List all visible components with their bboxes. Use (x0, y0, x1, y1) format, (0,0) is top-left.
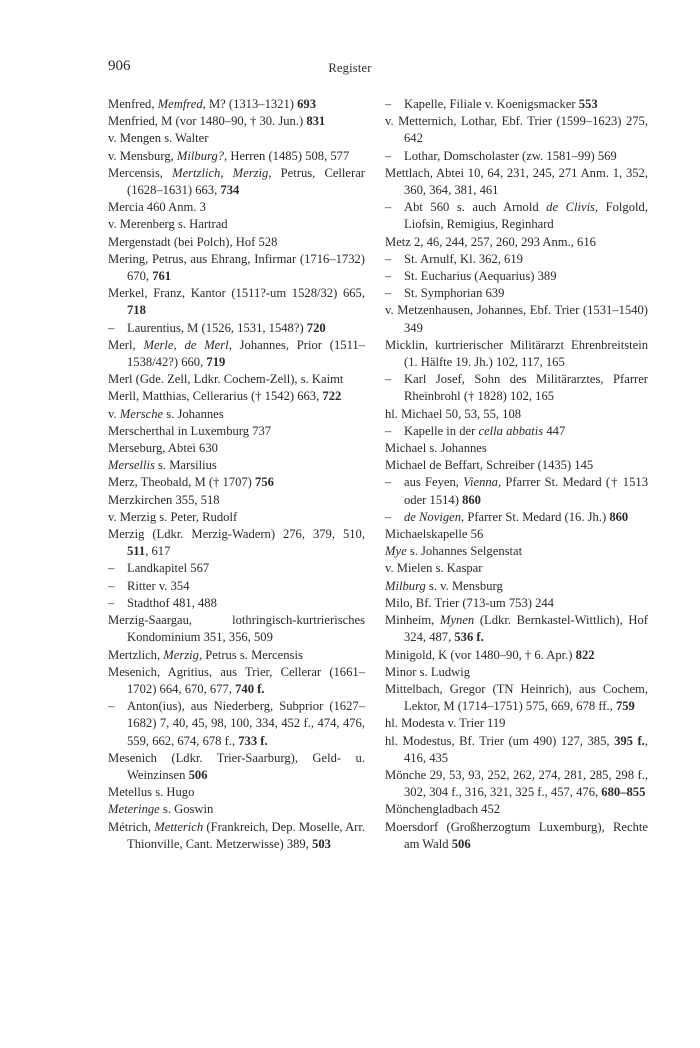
entry-text: , Johannes, Prior (1511–1538/42?) 660, (127, 337, 366, 370)
subentry-dash: – (385, 286, 392, 301)
entry-text: s. Johannes Selgenstat (406, 544, 523, 559)
entry-text: v. Mensburg, (108, 148, 177, 163)
index-entry (108, 113, 365, 130)
entry-text: , Herren (1485) 508, 577 (224, 148, 350, 163)
name-variant: de Clivis (546, 200, 595, 215)
entry-text: Merl (Gde. Zell, Ldkr. Cochem-Zell), s. Kaimt (108, 372, 344, 387)
index-subentry (385, 285, 648, 302)
entry-text: Merl, (108, 337, 144, 352)
name-variant: Mye (385, 544, 407, 559)
entry-text: Michael s. Johannes (385, 441, 487, 456)
entry-text: Menfred, (108, 97, 158, 111)
page-reference-main: 761 (152, 269, 172, 284)
index-subentry (108, 595, 365, 612)
page-reference-main: 756 (255, 475, 274, 490)
subentry-dash: – (385, 148, 392, 163)
subentry-dash: – (385, 423, 392, 438)
entry-text: Métrich, (108, 819, 155, 834)
index-entry (385, 302, 648, 336)
entry-text: Ritter v. 354 (127, 578, 190, 593)
index-entry (108, 199, 365, 216)
subentry-dash: – (385, 97, 392, 111)
entry-text: , 617 (145, 544, 171, 559)
index-entry (108, 423, 365, 440)
page-reference-main: 733 f. (238, 733, 268, 748)
index-entry (108, 388, 365, 405)
entry-text: , Petrus, Cellerar (1628–1631) 663, (127, 165, 365, 198)
entry-text: Michael de Beffart, Schreiber (1435) 145 (385, 458, 594, 473)
page-reference-main: 693 (297, 97, 316, 111)
entry-text: Merseburg, Abtei 630 (108, 441, 218, 456)
entry-text: Metellus s. Hugo (108, 785, 195, 800)
entry-text: Merzig (Ldkr. Merzig-Wadern) 276, 379, 510, (108, 527, 365, 542)
subentry-dash: – (385, 372, 392, 387)
entry-text: , Petrus s. Mercensis (198, 647, 303, 662)
page-reference-main: 506 (188, 767, 208, 782)
entry-text: hl. Michael 50, 53, 55, 108 (385, 406, 522, 421)
entry-text: hl. Modesta v. Trier 119 (385, 716, 506, 731)
index-entry (108, 801, 365, 818)
index-subentry (385, 199, 648, 233)
entry-text: v. (108, 406, 120, 421)
entry-text: Merll, Matthias, Cellerarius († 1542) 663, (108, 389, 323, 404)
subentry-dash: – (108, 561, 115, 576)
index-entry (108, 234, 365, 251)
index-entry (385, 234, 648, 251)
entry-text: Merscherthal in Luxemburg 737 (108, 423, 272, 438)
entry-text: Abt 560 s. auch Arnold (404, 200, 547, 215)
index-entry (108, 148, 365, 165)
entry-text: Stadthof 481, 488 (127, 595, 217, 610)
entry-text: Menfried, M (vor 1480–90, † 30. Jun.) (108, 114, 307, 129)
index-subentry (385, 509, 648, 526)
index-entry (108, 474, 365, 491)
index-subentry (108, 578, 365, 595)
entry-text: Karl Josef, Sohn des Militärarztes, Pfarrer Rheinbrohl († 1828) 102, 165 (404, 372, 648, 404)
page-reference-main: 536 f. (454, 630, 484, 645)
entry-text: Mönchengladbach 452 (385, 802, 501, 817)
index-entry (108, 819, 365, 853)
running-title: Register (328, 61, 372, 75)
index-entry (108, 647, 365, 664)
entry-text: Laurentius, M (1526, 1531, 1548?) (127, 320, 307, 335)
entry-text: Lothar, Domscholaster (zw. 1581–99) 569 (404, 148, 617, 163)
index-entry (108, 165, 365, 199)
page-reference-main: 860 (462, 492, 481, 507)
entry-text: v. Merzig s. Peter, Rudolf (108, 509, 238, 524)
entry-text: v. Metternich, Lothar, Ebf. Trier (1599–1623) 275, 642 (385, 114, 648, 146)
page-reference-main: 720 (306, 320, 326, 335)
name-variant: Merle, de Merl (143, 337, 229, 352)
entry-text: St. Eucharius (Aequarius) 389 (404, 269, 557, 284)
entry-text: s. v. Mensburg (425, 578, 503, 593)
entry-text: Minheim, (385, 613, 440, 628)
entry-text: Mertzlich, (108, 647, 164, 662)
page-reference-main: 822 (575, 647, 595, 662)
page-reference-main: 860 (609, 509, 629, 524)
subentry-dash: – (385, 475, 392, 490)
index-subentry (385, 371, 648, 405)
page-reference-main: 740 f. (235, 681, 265, 696)
index-entry (108, 96, 365, 113)
entry-text: aus Feyen, (404, 475, 464, 490)
index-entry (108, 251, 365, 285)
entry-text: Merkel, Franz, Kantor (1511?-um 1528/32) 665, (108, 286, 365, 301)
subentry-dash: – (108, 320, 115, 335)
entry-text: Mering, Petrus, aus Ehrang, Infirmar (1716–1732) 670, (108, 251, 365, 284)
entry-text: hl. Modestus, Bf. Trier (um 490) 127, 385, (385, 733, 615, 748)
entry-text: Mettlach, Abtei 10, 64, 231, 245, 271 Anm. 1, 352, 360, 364, 381, 461 (385, 165, 648, 198)
entry-text: St. Arnulf, Kl. 362, 619 (404, 251, 523, 266)
index-entry (108, 457, 365, 474)
name-variant: Meteringe (108, 802, 160, 817)
name-variant: Milburg? (176, 148, 225, 163)
entry-text: v. Mielen s. Kaspar (385, 561, 483, 576)
entry-text: M? (1313–1321) (205, 97, 298, 111)
name-variant: Memfred, (157, 97, 206, 111)
page-reference-main: 395 f. (614, 733, 645, 748)
index-entry (108, 406, 365, 423)
index-subentry (385, 148, 648, 165)
entry-text: Kapelle in der (404, 423, 479, 438)
index-entry (385, 733, 648, 767)
subentry-dash: – (108, 595, 115, 610)
entry-text: s. Marsilius (154, 458, 217, 473)
index-subentry (385, 423, 648, 440)
page-reference-main: 503 (312, 836, 331, 851)
index-entry (385, 681, 648, 715)
name-variant: Mynen (439, 613, 475, 628)
page-reference-main: 511 (127, 544, 146, 559)
entry-text: (Ldkr. Bernkastel-Wittlich), Hof 324, 487, (404, 613, 648, 645)
index-entry (385, 560, 648, 577)
index-entry (385, 406, 648, 423)
index-entry (385, 715, 648, 732)
index-entry (385, 595, 648, 612)
entry-text: Mercensis, (108, 165, 173, 180)
index-entry (385, 647, 648, 664)
page-reference-main: 719 (206, 355, 226, 370)
index-entry (108, 492, 365, 509)
index-subentry (108, 698, 365, 750)
name-variant: Mersche (119, 406, 164, 421)
index-entry (385, 819, 648, 853)
page-reference-main: 831 (306, 114, 326, 129)
name-variant: Merzig (163, 647, 199, 662)
index-column-left (108, 96, 365, 853)
index-entry (108, 784, 365, 801)
entry-text: s. Johannes (163, 406, 224, 421)
entry-text: Moersdorf (Großherzogtum Luxemburg), Rechte am Wald (385, 819, 648, 851)
index-entry (108, 509, 365, 526)
subentry-dash: – (108, 578, 115, 593)
index-entry (385, 337, 648, 371)
page-number: 906 (108, 58, 131, 74)
entry-text: , Pfarrer St. Medard (16. Jh.) (461, 509, 610, 524)
entry-text: s. Goswin (159, 802, 214, 817)
index-entry (108, 664, 365, 698)
page-reference-main: 734 (220, 183, 240, 198)
entry-text: Minor s. Ludwig (385, 664, 471, 679)
page-reference-main: 759 (615, 699, 635, 714)
name-variant: Mersellis (108, 458, 155, 473)
page-header (0, 0, 700, 90)
entry-text: 447 (543, 423, 566, 438)
name-variant: Milburg (385, 578, 426, 593)
entry-text: v. Metzenhausen, Johannes, Ebf. Trier (1531–1540) 349 (385, 303, 648, 335)
index-column-right (385, 96, 648, 853)
index-entry (108, 371, 365, 388)
index-entry (385, 440, 648, 457)
index-entry (385, 801, 648, 818)
entry-text: Landkapitel 567 (127, 561, 210, 576)
entry-text: v. Mengen s. Walter (108, 131, 209, 146)
index-entry (108, 337, 365, 371)
entry-text: (Frankreich, Dep. Moselle, Arr. Thionville, Cant. Metzerwisse) 389, (127, 819, 366, 851)
index-entry (385, 612, 648, 646)
entry-text: v. Merenberg s. Hartrad (108, 217, 228, 232)
index-subentry (385, 268, 648, 285)
index-entry (108, 130, 365, 147)
name-variant: Metterich (154, 819, 204, 834)
index-entry (385, 113, 648, 147)
index-entry (385, 578, 648, 595)
entry-text: Merzig-Saargau, lothringisch-kurtrierisches Kondominium 351, 356, 509 (108, 613, 365, 645)
entry-text: Michaelskapelle 56 (385, 527, 484, 542)
index-entry (108, 750, 365, 784)
name-variant: Mertzlich, Merzig (172, 165, 269, 180)
index-entry (108, 216, 365, 233)
index-entry (108, 285, 365, 319)
entry-text: Mesenich (Ldkr. Trier-Saarburg), Geld- u. Weinzinsen (108, 750, 365, 782)
index-entry (108, 612, 365, 646)
page-reference-main: 680–855 (601, 785, 646, 800)
entry-text: Mesenich, Agritius, aus Trier, Cellerar (1661–1702) 664, 670, 677, (108, 664, 365, 696)
subentry-dash: – (385, 269, 392, 284)
page-reference-main: 506 (451, 836, 471, 851)
name-variant: cella abbatis (478, 423, 544, 438)
index-subentry (385, 474, 648, 508)
entry-text: Kapelle, Filiale v. Koenigsmacker (404, 97, 579, 111)
entry-text: Mittelbach, Gregor (TN Heinrich), aus Cochem, Lektor, M (1714–1751) 575, 669, 678 ff., (385, 681, 648, 714)
entry-text: , Folgold, Liofsin, Remigius, Reginhard (404, 200, 648, 232)
name-variant: de Novigen (404, 509, 462, 524)
entry-text: , 416, 435 (404, 733, 648, 765)
entry-text: Merzkirchen 355, 518 (108, 492, 220, 507)
index-entry (385, 457, 648, 474)
page-reference-main: 722 (322, 389, 342, 404)
index-entry (385, 543, 648, 560)
entry-text: Minigold, K (vor 1480–90, † 6. Apr.) (385, 647, 576, 662)
index-entry (108, 526, 365, 560)
subentry-dash: – (108, 699, 115, 714)
entry-text: Mönche 29, 53, 93, 252, 262, 274, 281, 285, 298 f., 302, 304 f., 316, 321, 325 f., 457, 476, (385, 767, 648, 800)
entry-text: Merz, Theobald, M († 1707) (108, 475, 256, 490)
entry-text: Mergenstadt (bei Polch), Hof 528 (108, 234, 278, 249)
entry-text: Anton(ius), aus Niederberg, Subprior (1627–1682) 7, 40, 45, 98, 100, 334, 452 f., 474, 476, 559, 662, 674, 678 f., (127, 699, 365, 748)
subentry-dash: – (385, 251, 392, 266)
index-entry (385, 767, 648, 801)
index-entry (108, 440, 365, 457)
name-variant: Vienna (463, 475, 498, 490)
entry-text: , Pfarrer St. Medard († 1513 oder 1514) (404, 475, 648, 507)
index-subentry (108, 560, 365, 577)
index-subentry (385, 251, 648, 268)
index-entry (385, 526, 648, 543)
index-subentry (385, 96, 648, 113)
page-reference-main: 553 (578, 97, 598, 111)
index-subentry (108, 320, 365, 337)
entry-text: Micklin, kurtrierischer Militärarzt Ehrenbreitstein (1. Hälfte 19. Jh.) 102, 117, 165 (385, 337, 648, 370)
entry-text: St. Symphorian 639 (404, 286, 505, 301)
index-entry (385, 664, 648, 681)
entry-text: Milo, Bf. Trier (713-um 753) 244 (385, 595, 554, 610)
subentry-dash: – (385, 509, 392, 524)
entry-text: Mercia 460 Anm. 3 (108, 200, 206, 215)
page-reference-main: 718 (127, 303, 146, 318)
index-entry (385, 165, 648, 199)
subentry-dash: – (385, 200, 392, 215)
entry-text: Metz 2, 46, 244, 257, 260, 293 Anm., 616 (385, 234, 596, 249)
